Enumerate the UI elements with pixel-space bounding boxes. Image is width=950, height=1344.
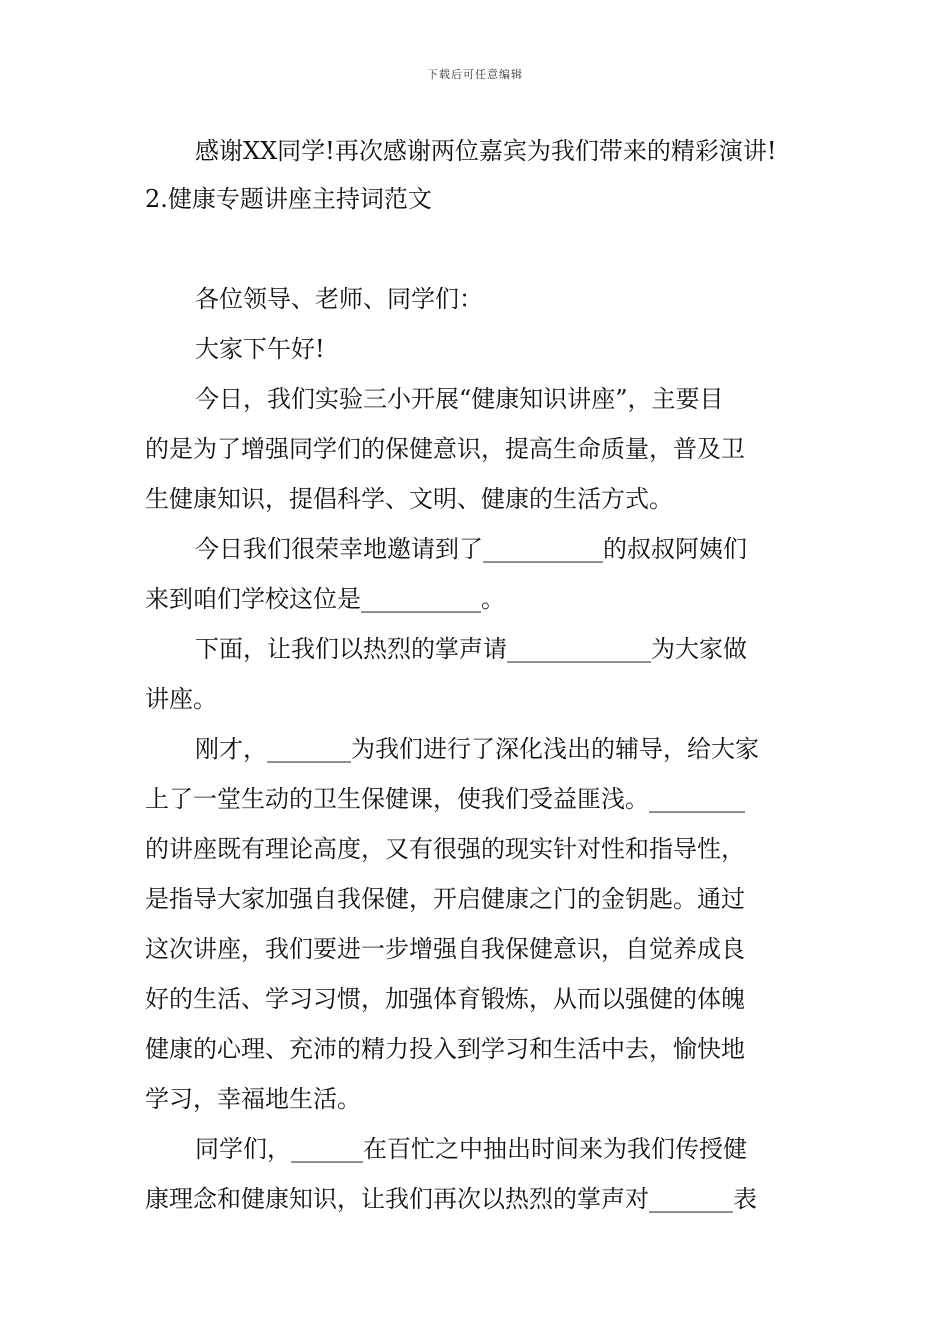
text-line: 是指导大家加强自我保健，开启健康之门的金钥匙。通过	[145, 885, 745, 913]
text-line: 健康的心理、充沛的精力投入到学习和生活中去，愉快地	[145, 1035, 745, 1063]
text-line: 今日，我们实验三小开展“健康知识讲座”，主要目	[195, 385, 724, 413]
text-line: 生健康知识，提倡科学、文明、健康的生活方式。	[145, 485, 673, 513]
text-line: 感谢XX同学!再次感谢两位嘉宾为我们带来的精彩演讲!	[195, 137, 777, 165]
header-note: 下载后可任意编辑	[427, 68, 523, 81]
text-line: 的讲座既有理论高度，又有很强的现实针对性和指导性，	[145, 835, 745, 863]
text-line: 这次讲座，我们要进一步增强自我保健意识，自觉养成良	[145, 935, 745, 963]
text-line: 同学们，______在百忙之中抽出时间来为我们传授健	[195, 1135, 747, 1163]
text-line: 的是为了增强同学们的保健意识，提高生命质量，普及卫	[145, 435, 745, 463]
section-heading: 2.健康专题讲座主持词范文	[145, 185, 432, 213]
text-line: 刚才，_______为我们进行了深化浅出的辅导，给大家	[195, 735, 759, 763]
text-line: 各位领导、老师、同学们：	[195, 285, 483, 313]
text-line: 来到咱们学校这位是__________。	[145, 585, 505, 613]
text-line: 今日我们很荣幸地邀请到了__________的叔叔阿姨们	[195, 535, 747, 563]
text-line: 讲座。	[145, 685, 217, 713]
text-line: 大家下午好!	[195, 335, 325, 363]
text-line: 下面，让我们以热烈的掌声请____________为大家做	[195, 635, 747, 663]
text-line: 好的生活、学习习惯，加强体育锻炼，从而以强健的体魄	[145, 985, 745, 1013]
text-line: 康理念和健康知识，让我们再次以热烈的掌声对_______表	[145, 1185, 757, 1213]
text-line: 上了一堂生动的卫生保健课，使我们受益匪浅。________	[145, 785, 745, 813]
text-line: 学习，幸福地生活。	[145, 1085, 361, 1113]
